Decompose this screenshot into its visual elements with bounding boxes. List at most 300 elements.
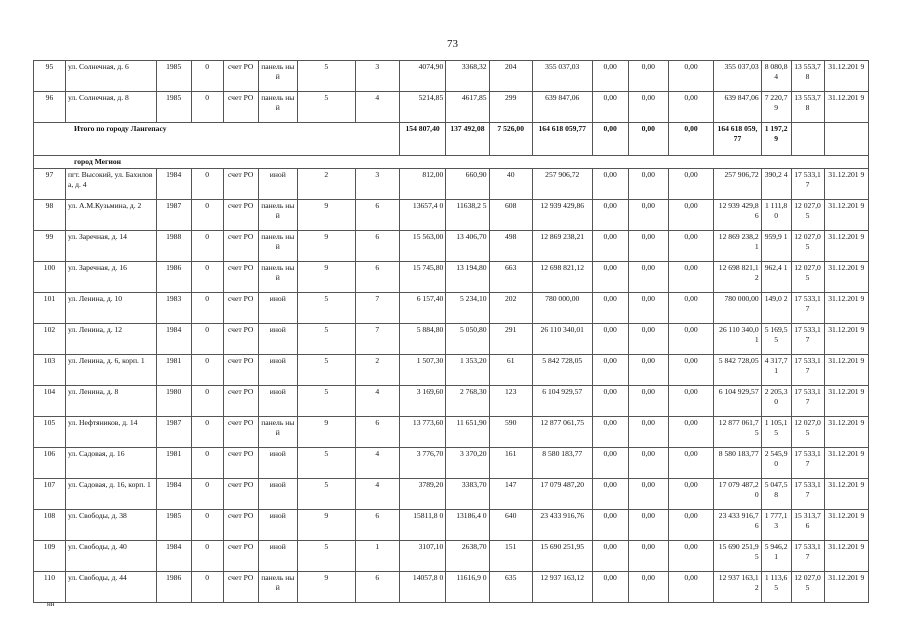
cell-entrances: 4 [355,386,399,417]
cell-total-area: 3 169,60 [399,386,445,417]
cell-limit-cost: 12 027,0 5 [791,262,824,293]
table-row [34,169,869,200]
cell-address: ул. Свободы, д. 40 [65,541,156,572]
total-cell: 0,00 [628,123,668,156]
cell-year-built: 1984 [156,541,191,572]
cell-specific-cost: 8 080,8 4 [761,61,791,92]
cell-cost-fund-3: 0,00 [668,169,713,200]
cell-entrances: 3 [355,169,399,200]
cell-year-built: 1987 [156,200,191,231]
cell-floors: 9 [297,510,355,541]
total-cell: 7 526,00 [489,123,532,156]
cell-residents: 590 [489,417,532,448]
cell-cost-owners: 12 869 238,21 [714,231,761,262]
cell-total-cost: 6 104 929,57 [532,386,592,417]
cell-year-built: 1987 [156,417,191,448]
cell-living-area: 13186,4 0 [446,510,489,541]
cell-entrances: 6 [355,417,399,448]
cell-cost-fund-2: 0,00 [628,541,668,572]
cell-total-area: 13657,4 0 [399,200,445,231]
cell-year-built: 1985 [156,510,191,541]
cell-year-commissioned: 0 [191,479,223,510]
cell-residents: 123 [489,386,532,417]
cell-limit-cost: 15 313,7 6 [791,510,824,541]
total-cell [791,123,824,156]
cell-fund-method: счет РО [223,572,258,603]
cell-cost-fund-1: 0,00 [592,417,628,448]
cell-total-cost: 26 110 340,01 [532,324,592,355]
cell-address: ул. А.М.Кузьмина, д. 2 [65,200,156,231]
cell-cost-fund-1: 0,00 [592,510,628,541]
cell-cost-fund-3: 0,00 [668,355,713,386]
cell-fund-method: счет РО [223,386,258,417]
cell-living-area: 3368,32 [446,61,489,92]
cell-year-commissioned: 0 [191,448,223,479]
cell-specific-cost: 390,2 4 [761,169,791,200]
cell-row-number: 101 [34,293,66,324]
cell-address: ул. Ленина, д. 12 [65,324,156,355]
cell-fund-method: счет РО [223,61,258,92]
cell-residents: 40 [489,169,532,200]
cell-year-built: 1981 [156,355,191,386]
cell-floors: 2 [297,169,355,200]
cell-address: ул. Садовая, д. 16, корп. 1 [65,479,156,510]
cell-cost-owners: 8 580 183,77 [714,448,761,479]
cell-cost-owners: 12 698 821,12 [714,262,761,293]
cell-total-area: 3 776,70 [399,448,445,479]
cell-cost-owners: 15 690 251,95 [714,541,761,572]
cell-completion-date: 31.12.201 9 [824,448,868,479]
cell-total-area: 6 157,40 [399,293,445,324]
cell-address: ул. Заречная, д. 14 [65,231,156,262]
cell-limit-cost: 17 533,1 7 [791,386,824,417]
cell-living-area: 660,90 [446,169,489,200]
cell-cost-fund-2: 0,00 [628,448,668,479]
cell-living-area: 11 651,90 [446,417,489,448]
cell-cost-fund-2: 0,00 [628,231,668,262]
cell-living-area: 13 194,80 [446,262,489,293]
cell-cost-fund-2: 0,00 [628,355,668,386]
cell-total-cost: 15 690 251,95 [532,541,592,572]
cell-total-area: 15 563,00 [399,231,445,262]
cell-floors: 5 [297,448,355,479]
cell-floors: 5 [297,324,355,355]
cell-living-area: 4617,85 [446,92,489,123]
cell-limit-cost: 12 027,0 5 [791,200,824,231]
cell-entrances: 7 [355,293,399,324]
table-row [34,293,869,324]
cell-specific-cost: 1 777,1 3 [761,510,791,541]
cell-limit-cost: 17 533,1 7 [791,541,824,572]
cell-completion-date: 31.12.201 9 [824,510,868,541]
cell-floors: 9 [297,231,355,262]
cell-total-cost: 12 869 238,21 [532,231,592,262]
cell-year-built: 1988 [156,231,191,262]
cell-living-area: 3 370,20 [446,448,489,479]
cell-address: ул. Заречная, д. 16 [65,262,156,293]
cell-year-commissioned: 0 [191,231,223,262]
table-row [34,448,869,479]
cell-completion-date: 31.12.201 9 [824,92,868,123]
cell-entrances: 6 [355,200,399,231]
cell-entrances: 2 [355,355,399,386]
cell-total-cost: 355 037,03 [532,61,592,92]
cell-total-area: 13 773,60 [399,417,445,448]
cell-entrances: 4 [355,479,399,510]
cell-fund-method: счет РО [223,355,258,386]
cell-cost-fund-1: 0,00 [592,448,628,479]
cell-row-number: 96 [34,92,66,123]
cell-year-built: 1984 [156,324,191,355]
cell-cost-fund-2: 0,00 [628,293,668,324]
table-body-main [34,169,869,603]
cell-cost-owners: 355 037,03 [714,61,761,92]
cell-living-area: 1 353,20 [446,355,489,386]
cell-residents: 640 [489,510,532,541]
cell-year-commissioned: 0 [191,293,223,324]
cell-cost-fund-3: 0,00 [668,541,713,572]
cell-row-number: 103 [34,355,66,386]
table-row [34,541,869,572]
cell-specific-cost: 1 105,1 5 [761,417,791,448]
total-cell: 164 618 059,77 [714,123,761,156]
cell-cost-owners: 12 939 429,86 [714,200,761,231]
cell-cost-fund-3: 0,00 [668,61,713,92]
cell-row-number: 107 [34,479,66,510]
cell-limit-cost: 17 533,1 7 [791,355,824,386]
cell-year-built: 1983 [156,293,191,324]
cell-floors: 5 [297,479,355,510]
cell-completion-date: 31.12.201 9 [824,200,868,231]
cell-limit-cost: 12 027,0 5 [791,231,824,262]
cell-residents: 663 [489,262,532,293]
cell-row-number: 102 [34,324,66,355]
cell-wall-material: панель ный [258,231,297,262]
cell-total-area: 15811,8 0 [399,510,445,541]
register-table [33,60,869,603]
cell-address: пгт. Высокий, ул. Бахилова, д. 4 [65,169,156,200]
cell-total-cost: 639 847,06 [532,92,592,123]
cell-cost-fund-3: 0,00 [668,200,713,231]
cell-total-area: 3789,20 [399,479,445,510]
cell-cost-fund-3: 0,00 [668,417,713,448]
cell-fund-method: счет РО [223,448,258,479]
cell-year-commissioned: 0 [191,200,223,231]
cell-cost-fund-2: 0,00 [628,324,668,355]
cell-total-area: 5 884,80 [399,324,445,355]
cell-year-commissioned: 0 [191,61,223,92]
cell-wall-material: иной [258,355,297,386]
cell-living-area: 11638,2 5 [446,200,489,231]
cell-total-cost: 17 079 487,20 [532,479,592,510]
cell-cost-owners: 6 104 929,57 [714,386,761,417]
cell-specific-cost: 5 047,5 8 [761,479,791,510]
cell-cost-owners: 639 847,06 [714,92,761,123]
cell-entrances: 6 [355,231,399,262]
table-row [34,386,869,417]
cell-year-built: 1980 [156,386,191,417]
cell-wall-material: панель ный [258,262,297,293]
cell-residents: 291 [489,324,532,355]
cell-row-number: 97 [34,169,66,200]
cell-completion-date: 31.12.201 9 [824,262,868,293]
total-cell: 1 197,2 9 [761,123,791,156]
cell-year-built: 1985 [156,61,191,92]
table-row [34,510,869,541]
cell-total-area: 5214,85 [399,92,445,123]
total-cell [824,123,868,156]
cell-fund-method: счет РО [223,231,258,262]
cell-entrances: 1 [355,541,399,572]
cell-wall-material: панель ный [258,200,297,231]
cell-limit-cost: 17 533,1 7 [791,324,824,355]
cell-total-area: 812,00 [399,169,445,200]
cell-completion-date: 31.12.201 9 [824,479,868,510]
cell-cost-fund-3: 0,00 [668,293,713,324]
cell-fund-method: счет РО [223,479,258,510]
cell-total-cost: 12 698 821,12 [532,262,592,293]
cell-entrances: 7 [355,324,399,355]
cell-total-area: 1 507,30 [399,355,445,386]
footer-note: нн [47,600,55,608]
cell-wall-material: иной [258,386,297,417]
cell-cost-fund-2: 0,00 [628,262,668,293]
cell-cost-owners: 257 906,72 [714,169,761,200]
cell-total-cost: 257 906,72 [532,169,592,200]
total-cell: 137 492,08 [446,123,489,156]
table-row [34,200,869,231]
cell-specific-cost: 2 545,9 0 [761,448,791,479]
cell-address: ул. Солнечная, д. 6 [65,61,156,92]
cell-cost-owners: 12 877 061,75 [714,417,761,448]
cell-cost-fund-3: 0,00 [668,386,713,417]
cell-total-area: 3107,10 [399,541,445,572]
cell-wall-material: иной [258,448,297,479]
cell-cost-fund-1: 0,00 [592,169,628,200]
total-row [34,123,869,156]
cell-cost-fund-1: 0,00 [592,231,628,262]
table-row [34,479,869,510]
cell-wall-material: панель ный [258,417,297,448]
cell-cost-fund-1: 0,00 [592,572,628,603]
cell-completion-date: 31.12.201 9 [824,355,868,386]
cell-completion-date: 31.12.201 9 [824,386,868,417]
cell-cost-fund-1: 0,00 [592,61,628,92]
cell-row-number: 110 [34,572,66,603]
cell-specific-cost: 5 169,5 5 [761,324,791,355]
cell-cost-fund-1: 0,00 [592,541,628,572]
cell-limit-cost: 12 027,0 5 [791,417,824,448]
cell-completion-date: 31.12.201 9 [824,541,868,572]
cell-specific-cost: 1 111,8 0 [761,200,791,231]
cell-wall-material: панель ный [258,61,297,92]
cell-entrances: 6 [355,510,399,541]
cell-completion-date: 31.12.201 9 [824,61,868,92]
cell-completion-date: 31.12.201 9 [824,231,868,262]
cell-specific-cost: 7 220,7 9 [761,92,791,123]
cell-fund-method: счет РО [223,262,258,293]
cell-floors: 5 [297,61,355,92]
cell-cost-fund-2: 0,00 [628,92,668,123]
cell-row-number: 98 [34,200,66,231]
cell-completion-date: 31.12.201 9 [824,417,868,448]
cell-total-area: 4074,90 [399,61,445,92]
cell-total-cost: 780 000,00 [532,293,592,324]
cell-row-number: 108 [34,510,66,541]
cell-total-cost: 23 433 916,76 [532,510,592,541]
cell-fund-method: счет РО [223,324,258,355]
cell-fund-method: счет РО [223,293,258,324]
cell-fund-method: счет РО [223,200,258,231]
table-row [34,324,869,355]
cell-cost-fund-2: 0,00 [628,200,668,231]
cell-year-commissioned: 0 [191,541,223,572]
cell-row-number: 100 [34,262,66,293]
cell-year-built: 1981 [156,448,191,479]
cell-cost-fund-2: 0,00 [628,479,668,510]
cell-wall-material: панель ный [258,92,297,123]
cell-floors: 5 [297,355,355,386]
cell-residents: 161 [489,448,532,479]
cell-entrances: 4 [355,448,399,479]
cell-cost-fund-3: 0,00 [668,448,713,479]
section-title: город Мегион [34,156,869,169]
cell-floors: 5 [297,386,355,417]
page-number: 73 [447,38,458,50]
total-cell: 154 807,40 [399,123,445,156]
cell-cost-fund-1: 0,00 [592,293,628,324]
table-row [34,262,869,293]
cell-cost-fund-2: 0,00 [628,510,668,541]
cell-residents: 202 [489,293,532,324]
table-row [34,572,869,603]
cell-limit-cost: 12 027,0 5 [791,572,824,603]
cell-wall-material: иной [258,169,297,200]
cell-fund-method: счет РО [223,541,258,572]
cell-wall-material: панель ный [258,572,297,603]
table-row [34,61,869,92]
cell-wall-material: иной [258,293,297,324]
cell-row-number: 95 [34,61,66,92]
cell-residents: 204 [489,61,532,92]
cell-year-built: 1985 [156,92,191,123]
cell-cost-owners: 23 433 916,76 [714,510,761,541]
cell-year-commissioned: 0 [191,417,223,448]
cell-cost-fund-2: 0,00 [628,572,668,603]
cell-limit-cost: 13 553,7 8 [791,92,824,123]
cell-cost-fund-2: 0,00 [628,417,668,448]
cell-year-built: 1986 [156,572,191,603]
table-row [34,92,869,123]
cell-residents: 151 [489,541,532,572]
cell-cost-owners: 5 842 728,05 [714,355,761,386]
cell-entrances: 6 [355,572,399,603]
cell-year-commissioned: 0 [191,324,223,355]
cell-specific-cost: 5 946,2 1 [761,541,791,572]
cell-specific-cost: 962,4 1 [761,262,791,293]
cell-total-cost: 12 877 061,75 [532,417,592,448]
cell-completion-date: 31.12.201 9 [824,293,868,324]
cell-living-area: 5 234,10 [446,293,489,324]
cell-limit-cost: 13 553,7 8 [791,61,824,92]
cell-total-cost: 5 842 728,05 [532,355,592,386]
cell-cost-fund-1: 0,00 [592,355,628,386]
cell-year-commissioned: 0 [191,572,223,603]
table-row [34,417,869,448]
cell-specific-cost: 2 205,3 0 [761,386,791,417]
cell-fund-method: счет РО [223,510,258,541]
cell-cost-fund-2: 0,00 [628,169,668,200]
cell-cost-owners: 17 079 487,20 [714,479,761,510]
cell-address: ул. Ленина, д. 6, корп. 1 [65,355,156,386]
cell-cost-fund-3: 0,00 [668,572,713,603]
cell-total-cost: 8 580 183,77 [532,448,592,479]
cell-cost-fund-3: 0,00 [668,510,713,541]
cell-address: ул. Солнечная, д. 8 [65,92,156,123]
cell-specific-cost: 1 113,6 5 [761,572,791,603]
cell-limit-cost: 17 533,1 7 [791,448,824,479]
total-label: Итого по городу Лангепасу [34,123,400,156]
cell-year-built: 1984 [156,479,191,510]
cell-cost-fund-1: 0,00 [592,92,628,123]
cell-wall-material: иной [258,479,297,510]
cell-living-area: 2 768,30 [446,386,489,417]
cell-cost-fund-1: 0,00 [592,324,628,355]
cell-residents: 61 [489,355,532,386]
cell-row-number: 105 [34,417,66,448]
cell-floors: 5 [297,92,355,123]
cell-living-area: 11616,9 0 [446,572,489,603]
cell-limit-cost: 17 533,1 7 [791,169,824,200]
table-body-top [34,61,869,123]
cell-living-area: 3383,70 [446,479,489,510]
cell-total-area: 14057,8 0 [399,572,445,603]
cell-row-number: 109 [34,541,66,572]
cell-specific-cost: 149,0 2 [761,293,791,324]
cell-cost-fund-3: 0,00 [668,479,713,510]
cell-address: ул. Нефтяников, д. 14 [65,417,156,448]
cell-address: ул. Садовая, д. 16 [65,448,156,479]
cell-entrances: 4 [355,92,399,123]
cell-floors: 9 [297,262,355,293]
cell-specific-cost: 959,9 1 [761,231,791,262]
cell-cost-fund-3: 0,00 [668,262,713,293]
cell-address: ул. Ленина, д. 10 [65,293,156,324]
cell-residents: 635 [489,572,532,603]
total-block [34,123,869,169]
cell-living-area: 5 050,80 [446,324,489,355]
cell-total-cost: 12 939 429,86 [532,200,592,231]
cell-cost-fund-3: 0,00 [668,324,713,355]
cell-year-commissioned: 0 [191,262,223,293]
cell-residents: 608 [489,200,532,231]
cell-year-commissioned: 0 [191,510,223,541]
cell-cost-fund-3: 0,00 [668,231,713,262]
cell-entrances: 6 [355,262,399,293]
cell-floors: 5 [297,293,355,324]
cell-limit-cost: 17 533,1 7 [791,479,824,510]
cell-cost-fund-1: 0,00 [592,386,628,417]
cell-specific-cost: 4 317,7 1 [761,355,791,386]
cell-address: ул. Ленина, д. 8 [65,386,156,417]
cell-year-commissioned: 0 [191,355,223,386]
total-cell: 0,00 [592,123,628,156]
cell-wall-material: иной [258,324,297,355]
cell-year-commissioned: 0 [191,169,223,200]
cell-completion-date: 31.12.201 9 [824,572,868,603]
cell-fund-method: счет РО [223,417,258,448]
cell-cost-owners: 12 937 163,12 [714,572,761,603]
